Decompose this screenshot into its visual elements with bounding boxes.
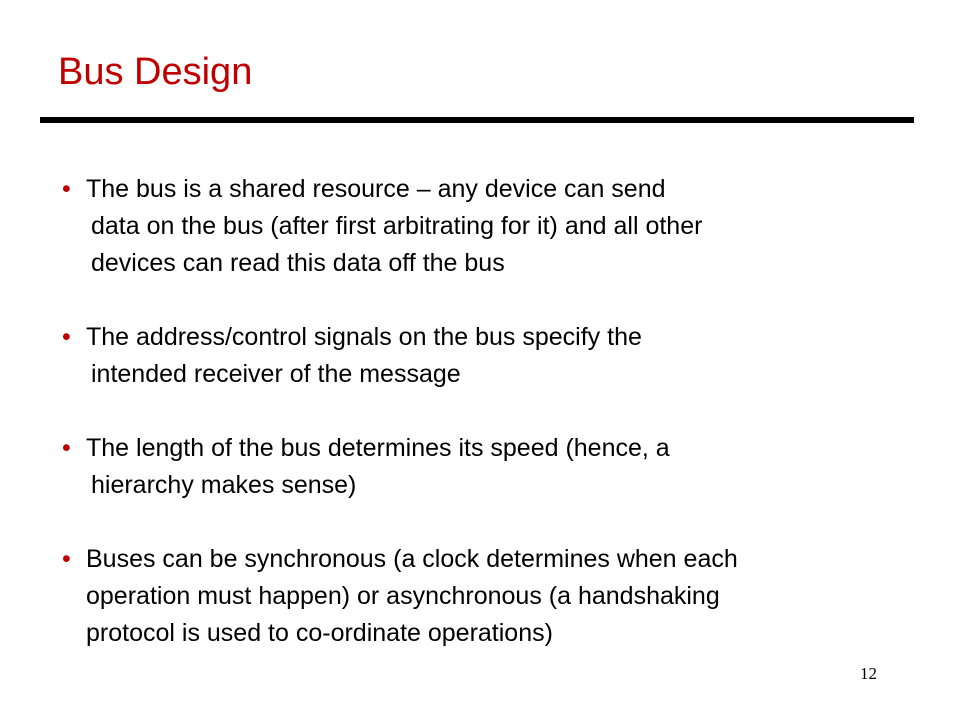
bullet-line: data on the bus (after first arbitrating for it) and all other xyxy=(91,212,703,240)
bullet-line: devices can read this data off the bus xyxy=(91,249,505,277)
bullet-line: The address/control signals on the bus specify the xyxy=(86,323,642,351)
bullet-line: The length of the bus determines its speed (hence, a xyxy=(86,434,670,462)
bullet-item xyxy=(62,541,932,652)
bullet-marker: • xyxy=(62,175,71,203)
bullet-line: operation must happen) or asynchronous (a handshaking xyxy=(86,582,720,610)
title-divider xyxy=(40,117,914,123)
bullet-item xyxy=(62,171,932,282)
bullet-item xyxy=(62,319,932,393)
bullet-marker: • xyxy=(62,323,71,351)
bullet-line: hierarchy makes sense) xyxy=(91,471,357,499)
bullet-line: intended receiver of the message xyxy=(91,360,461,388)
bullet-line: Buses can be synchronous (a clock determines when each xyxy=(86,545,738,573)
bullet-marker: • xyxy=(62,434,71,462)
bullet-line: The bus is a shared resource – any device can send xyxy=(86,175,666,203)
bullet-line: protocol is used to co-ordinate operations) xyxy=(86,619,553,647)
bullet-marker: • xyxy=(62,545,71,573)
bullet-list xyxy=(62,171,932,652)
slide-title: Bus Design xyxy=(58,51,253,93)
bullet-item xyxy=(62,430,932,504)
page-number: 12 xyxy=(860,664,877,683)
